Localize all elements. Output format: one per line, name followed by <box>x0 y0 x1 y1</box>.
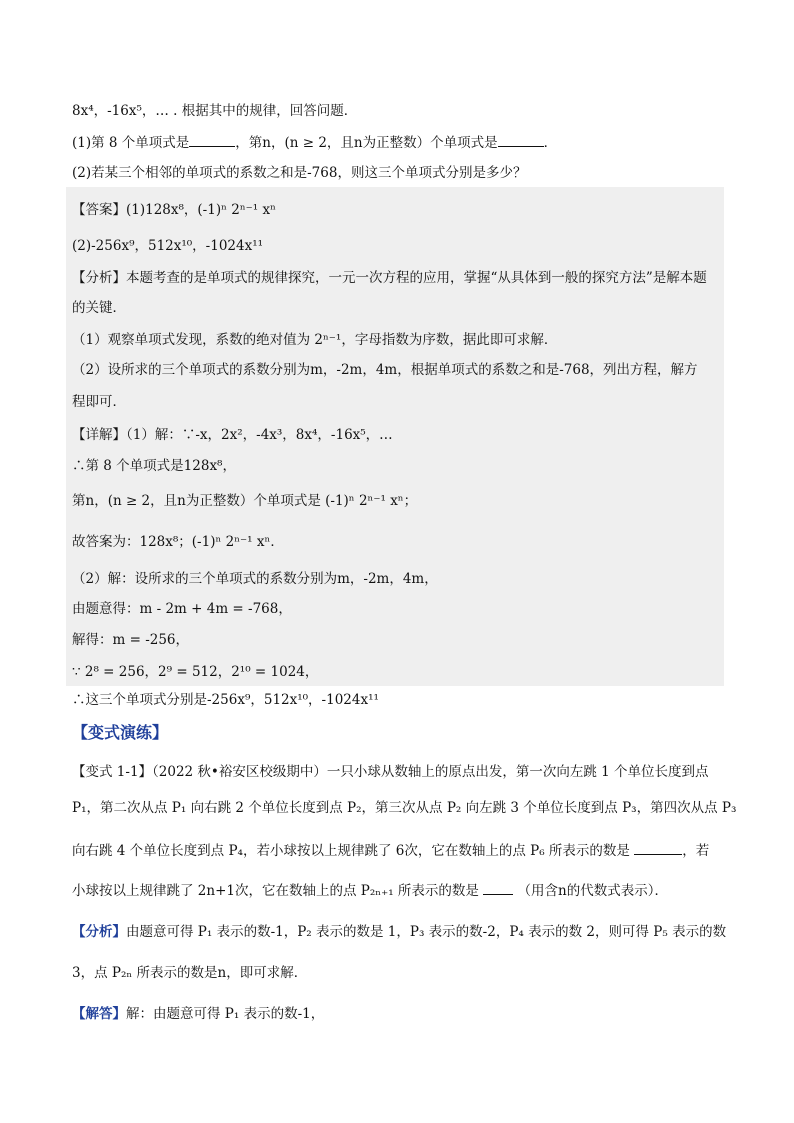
analysis-line-1: 【分析】本题考查的是单项式的规律探究，一元一次方程的应用，掌握“从具体到一般的探究方法”是解本题 <box>72 270 707 286</box>
question-2: (2)若某三个相邻的单项式的系数之和是-768，则这三个单项式分别是多少？ <box>72 165 527 181</box>
analysis-line-2: 的关键． <box>72 300 126 316</box>
answer-blank <box>498 132 544 147</box>
question-1: (1)第 8 个单项式是 ，第n，(n ≥ 2，且n为正整数）个单项式是 ． <box>72 132 557 153</box>
answer-line-1: 【答案】(1)128x⁸，(-1)ⁿ 2ⁿ⁻¹ xⁿ <box>72 202 276 218</box>
detail-line-7: 解得：m = -256， <box>72 632 190 648</box>
detail-line-9: ∴这三个单项式分别是-256x⁹，512x¹⁰，-1024x¹¹ <box>72 692 379 708</box>
answer-blank <box>483 880 513 895</box>
detail-line-5: （2）解：设所求的三个单项式的系数分别为m，-2m，4m， <box>72 571 438 587</box>
analysis-line-5: 程即可． <box>72 394 126 410</box>
detail-line-1: 【详解】（1）解：∵-x，2x²，-4x³，8x⁴，-16x⁵，… <box>72 427 393 443</box>
problem-sequence-line: 8x⁴，-16x⁵，… . 根据其中的规律，回答问题． <box>72 103 358 119</box>
variant-solution-line-1: 【解答】解：由题意可得 P₁ 表示的数-1， <box>72 1006 325 1022</box>
variant-analysis-line-2: 3，点 P₂ₙ 所表示的数是n，即可求解． <box>72 965 308 981</box>
variant-line-1: 【变式 1-1】（2022 秋•裕安区校级期中）一只小球从数轴上的原点出发，第一次向左跳 1 个单位长度到点 <box>72 764 709 780</box>
analysis-tag: 【分析】 <box>72 924 126 940</box>
detail-line-4: 故答案为：128x⁸；(-1)ⁿ 2ⁿ⁻¹ xⁿ． <box>72 534 284 550</box>
analysis-line-4: （2）设所求的三个单项式的系数分别为m，-2m，4m，根据单项式的系数之和是-768，列出方程，解方 <box>72 362 698 378</box>
detail-line-3: 第n，(n ≥ 2，且n为正整数）个单项式是 (-1)ⁿ 2ⁿ⁻¹ xⁿ； <box>72 493 418 509</box>
answer-blank <box>634 840 682 855</box>
variant-line-3: 向右跳 4 个单位长度到点 P₄，若小球按以上规律跳了 6次，它在数轴上的点 P₆ 所表示的数是 ，若 <box>72 840 709 861</box>
analysis-line-3: （1）观察单项式发现，系数的绝对值为 2ⁿ⁻¹，字母指数为序数，据此即可求解． <box>72 332 558 348</box>
solution-tag: 【解答】 <box>72 1006 126 1022</box>
answer-line-2: (2)-256x⁹，512x¹⁰，-1024x¹¹ <box>72 238 264 254</box>
variant-analysis-line-1: 【分析】由题意可得 P₁ 表示的数-1，P₂ 表示的数是 1，P₃ 表示的数-2，P₄ 表示的数 2，则可得 P₅ 表示的数 <box>72 924 727 940</box>
detail-line-6: 由题意得：m - 2m + 4m = -768， <box>72 601 292 617</box>
detail-line-8: ∵ 2⁸ = 256，2⁹ = 512，2¹⁰ = 1024， <box>72 664 319 680</box>
variant-line-2: P₁，第二次从点 P₁ 向右跳 2 个单位长度到点 P₂，第三次从点 P₂ 向左跳 3 个单位长度到点 P₃，第四次从点 P₃ <box>72 800 737 816</box>
answer-blank <box>189 132 235 147</box>
section-title: 【变式演练】 <box>72 723 169 742</box>
variant-line-4: 小球按以上规律跳了 2n+1次，它在数轴上的点 P₂ₙ₊₁ 所表示的数是 （用含n的代数式表示）． <box>72 880 668 901</box>
detail-line-2: ∴第 8 个单项式是128x⁸， <box>72 458 236 474</box>
